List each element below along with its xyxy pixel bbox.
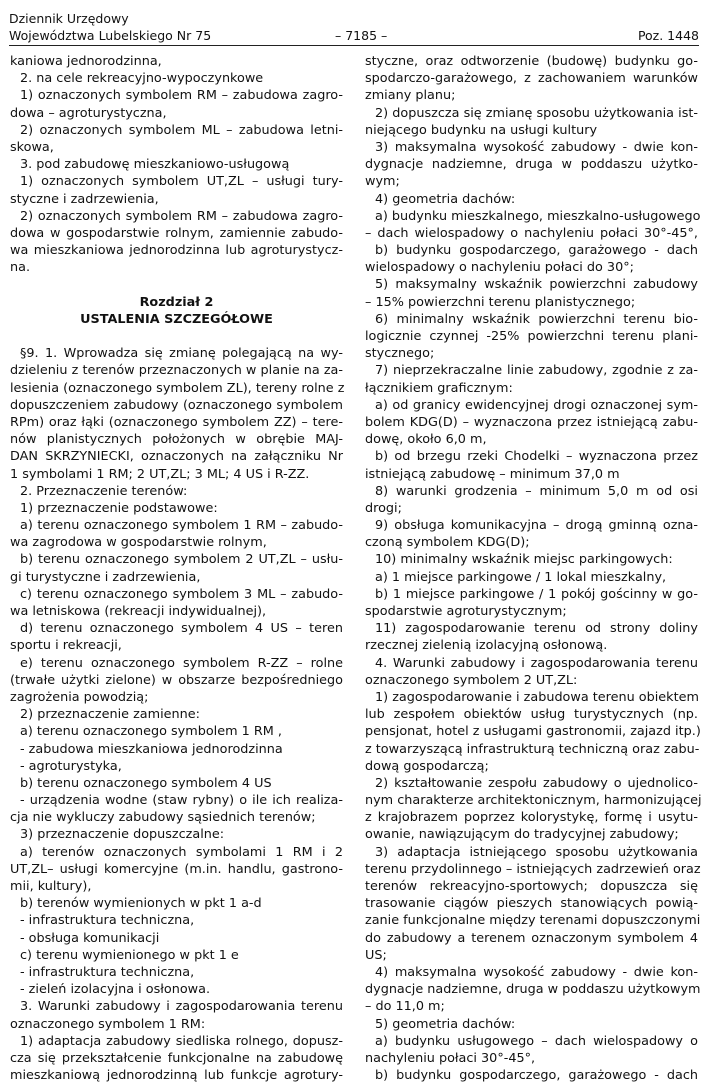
- text-line: - obsługa komunikacji: [20, 930, 160, 946]
- text-line: 1) przeznaczenie podstawowe:: [20, 500, 218, 516]
- text-line: 4. Warunki zabudowy i zagospodarowania terenu: [375, 655, 698, 671]
- text-line: b) od brzegu rzeki Chodelki – wyznaczona przez: [375, 449, 698, 465]
- text-line: bolem KDG(D) – wyznaczona przez istniejącą zabu-: [365, 414, 698, 430]
- text-line: kaniowa jednorodzinna,: [10, 54, 162, 69]
- text-line: terenów rekreacyjno-sportowych; dopuszcza się: [365, 879, 698, 894]
- text-line: 1) zagospodarowanie i zabudowa terenu obiektem: [375, 689, 699, 705]
- text-line: 1 symbolami 1 RM; 2 UT,ZL; 3 ML; 4 US i R-ZZ.: [10, 466, 310, 482]
- text-line: oznaczonego symbolem 2 UT,ZL:: [365, 672, 578, 688]
- text-line: a) terenów oznaczonych symbolami 1 RM i 2: [20, 844, 343, 860]
- text-line: lesienia (oznaczonego symbolem ZL), tereny rolne z: [10, 380, 345, 396]
- text-line: spodarstwie agroturystycznym;: [365, 604, 567, 619]
- text-line: 4) geometria dachów:: [375, 191, 516, 207]
- text-line: łącznikiem graficznym:: [365, 380, 513, 396]
- text-line: istniejącą zabudowę – minimum 37,0 m: [365, 466, 620, 482]
- text-line: styczne, oraz odtworzenie (budowę) budynku go-: [365, 54, 698, 69]
- text-line: na.: [10, 260, 31, 276]
- text-line: wa zagrodowa w gospodarstwie rolnym,: [10, 535, 267, 551]
- text-line: owanie, nawiązującym do tradycyjnej zabudowy;: [365, 827, 679, 843]
- text-line: b) terenu oznaczonego symbolem 2 UT,ZL – usłu-: [20, 552, 343, 568]
- text-line: a) budynku mieszkalnego, mieszkalno-usługowego: [375, 208, 701, 224]
- text-line: dopuszczeniem zabudowy (oznaczonego symbolem: [10, 397, 343, 413]
- text-line: c) terenu wymienionego w pkt 1 e: [20, 947, 239, 963]
- text-line: - zabudowa mieszkaniowa jednorodzinna: [20, 741, 283, 757]
- text-line: (trwałe użytki zielone) w obszarze bezpośredniego: [10, 672, 343, 688]
- text-line: 11) zagospodarowanie terenu od strony doliny: [375, 621, 698, 637]
- text-line: RPm) oraz łąki (oznaczonego symbolem ZZ) – tere-: [10, 414, 343, 430]
- text-line: zanie funkcjonalne między terenami dopuszczonymi: [365, 913, 701, 929]
- text-line: nów planistycznych położonych w obrębie MAJ-: [10, 432, 343, 448]
- text-line: cja nie wykluczy zabudowy sąsiednich terenów;: [10, 810, 316, 826]
- text-line: 5) maksymalny wskaźnik powierzchni zabudowy: [375, 277, 698, 293]
- text-line: rzecznej zielenią izolacyjną osłonową.: [365, 638, 608, 654]
- text-line: cza się przekształcenie funkcjonalne na zabudowę: [10, 1050, 343, 1066]
- left-text-column: [10, 53, 343, 1084]
- page-number: – 7185 –: [335, 28, 388, 43]
- text-line: dygnacje nadziemne, druga w poddaszu użytkowym: [365, 982, 701, 998]
- text-line: skowa,: [10, 139, 54, 155]
- text-line: 3) przeznaczenie dopuszczalne:: [20, 827, 225, 843]
- text-line: wym;: [365, 174, 400, 190]
- page-header: [9, 7, 699, 43]
- text-line: dzieleniu z terenów przeznaczonych w planie na za-: [10, 363, 343, 379]
- text-line: nym charakterze architektonicznym, harmonizującej: [365, 793, 702, 809]
- text-line: 1) oznaczonych symbolem UT,ZL – usługi tury-: [20, 174, 343, 190]
- text-line: a) terenu oznaczonego symbolem 1 RM – zabudo-: [20, 518, 343, 534]
- text-line: – dach wielospadowy o nachyleniu połaci 30°-45°,: [365, 225, 698, 241]
- text-line: US;: [365, 947, 387, 963]
- text-line: b) 1 miejsce parkingowe / 1 pokój gościnny w go-: [375, 586, 698, 602]
- text-line: gi turystyczne i zadrzewienia,: [10, 569, 201, 585]
- text-line: czoną symbolem KDG(D);: [365, 535, 530, 551]
- text-line: wa letniskowa (rekreacji indywidualnej),: [10, 604, 267, 619]
- text-line: 1) oznaczonych symbolem RM – zabudowa zagro-: [20, 88, 343, 104]
- text-line: z krajobrazem poprzez kolorystykę, formę i usytu-: [365, 810, 698, 826]
- chapter-heading: USTALENIA SZCZEGÓŁOWE: [80, 311, 273, 327]
- text-line: dową gospodarczą;: [365, 758, 489, 774]
- text-line: 1) adaptacja zabudowy siedliska rolnego, dopusz-: [20, 1033, 343, 1049]
- text-line: 9) obsługa komunikacyjna – drogą gminną ozna-: [375, 518, 698, 534]
- text-line: terenu przydolinnego – istniejących zadrzewień oraz: [365, 861, 701, 877]
- text-line: drogi;: [365, 500, 402, 516]
- text-line: spodarczo-garażowego, z zachowaniem warunków: [365, 71, 698, 87]
- text-line: c) terenu oznaczonego symbolem 3 ML – zabudo-: [20, 586, 343, 602]
- text-line: - zieleń izolacyjna i osłonowa.: [20, 982, 211, 998]
- right-text-column: [365, 53, 702, 1084]
- text-line: sportu i rekreacji,: [10, 638, 122, 654]
- text-line: 2. na cele rekreacyjno-wypoczynkowe: [20, 71, 264, 87]
- text-line: - agroturystyka,: [20, 758, 122, 774]
- text-line: dowę, około 6,0 m,: [365, 432, 487, 448]
- text-line: pensjonat, hotel z usługami gastronomii, zajazd itp.): [365, 724, 701, 740]
- text-line: a) 1 miejsce parkingowe / 1 lokal mieszkalny,: [375, 569, 667, 585]
- text-line: wielospadowy o nachyleniu połaci do 30°;: [365, 260, 634, 276]
- text-line: mii, kultury),: [10, 879, 92, 894]
- header-divider: [9, 45, 699, 46]
- text-line: a) budynku usługowego – dach wielospadowy o: [375, 1033, 698, 1049]
- text-line: trasowanie ciągów pieszych stanowiących powią-: [365, 896, 698, 912]
- text-line: b) budynku gospodarczego, garażowego - dach: [375, 243, 698, 259]
- text-line: do zabudowy a terenem oznaczonym symbolem 4: [365, 930, 698, 946]
- text-line: 2) kształtowanie zespołu zabudowy o ujednolico-: [375, 775, 698, 791]
- text-line: dowa w gospodarstwie rolnym, zamiennie zabudo-: [10, 225, 343, 241]
- text-line: b) budynku gospodarczego, garażowego - dach: [375, 1068, 698, 1084]
- text-line: dowa – agroturystyczna,: [10, 105, 167, 121]
- text-line: zmiany planu;: [365, 88, 456, 104]
- text-line: zagrożenia powodzią;: [10, 689, 149, 705]
- text-line: styczne i zadrzewienia,: [10, 191, 159, 207]
- text-line: - urządzenia wodne (staw rybny) o ile ich realiza-: [20, 793, 343, 809]
- text-line: - infrastruktura techniczna,: [20, 964, 195, 980]
- text-line: 2) oznaczonych symbolem RM – zabudowa zagro-: [20, 208, 343, 224]
- text-line: 7) nieprzekraczalne linie zabudowy, zgodnie z za-: [375, 363, 698, 379]
- blank-line: [10, 276, 343, 293]
- text-line: 3. Warunki zabudowy i zagospodarowania terenu: [20, 999, 343, 1015]
- journal-title: Dziennik Urzędowy: [9, 11, 129, 26]
- text-line: logicznie czynnej -25% powierzchni terenu plani-: [365, 329, 698, 344]
- text-line: nachyleniu połaci 30°-45°,: [365, 1050, 536, 1066]
- chapter-heading: Rozdział 2: [139, 294, 214, 310]
- text-line: niejącego budynku na usługi kultury: [365, 122, 598, 138]
- text-line: wa mieszkaniowa jednorodzinna lub agroturystycz-: [10, 243, 343, 259]
- text-line: z towarzyszącą infrastrukturą techniczną oraz zabu-: [365, 741, 700, 757]
- text-line: b) terenu oznaczonego symbolem 4 US: [20, 775, 272, 791]
- text-line: 2) przeznaczenie zamienne:: [20, 707, 200, 723]
- journal-subtitle: Województwa Lubelskiego Nr 75: [9, 28, 212, 43]
- text-line: 4) maksymalna wysokość zabudowy - dwie kon-: [375, 964, 698, 980]
- text-line: 3. pod zabudowę mieszkaniowo-usługową: [20, 157, 290, 173]
- text-line: DAN SKRZYNIECKI, oznaczonych na załączniku Nr: [10, 449, 343, 465]
- text-line: 10) minimalny wskaźnik miejsc parkingowych:: [375, 552, 673, 568]
- text-line: d) terenu oznaczonego symbolem 4 US – teren: [20, 621, 343, 637]
- text-line: b) terenów wymienionych w pkt 1 a-d: [20, 896, 262, 912]
- text-line: 6) minimalny wskaźnik powierzchni terenu bio-: [375, 311, 698, 327]
- text-line: – do 11,0 m;: [365, 999, 445, 1015]
- text-line: 8) warunki grodzenia – minimum 5,0 m od osi: [375, 483, 698, 499]
- text-line: 5) geometria dachów:: [375, 1016, 516, 1032]
- blank-line: [10, 328, 343, 345]
- text-line: §9. 1. Wprowadza się zmianę polegającą na wy-: [20, 346, 343, 362]
- text-line: oznaczonego symbolem 1 RM:: [10, 1016, 206, 1032]
- text-line: – 15% powierzchni terenu planistycznego;: [365, 294, 636, 310]
- text-line: 2) oznaczonych symbolem ML – zabudowa letni-: [20, 122, 343, 138]
- text-line: stycznego;: [365, 346, 435, 362]
- text-line: - infrastruktura techniczna,: [20, 913, 195, 929]
- text-line: a) od granicy ewidencyjnej drogi oznaczonej sym-: [375, 397, 698, 413]
- text-line: e) terenu oznaczonego symbolem R-ZZ – rolne: [20, 655, 343, 671]
- text-line: dygnacje nadziemne, druga w poddaszu użytko-: [365, 157, 698, 173]
- text-line: 3) maksymalna wysokość zabudowy - dwie kon-: [375, 139, 698, 155]
- text-line: 3) adaptacja istniejącego sposobu użytkowania: [375, 844, 698, 860]
- text-line: lub zespołem obiektów usług turystycznych (np.: [365, 707, 698, 723]
- text-line: UT,ZL– usługi komercyjne (m.in. handlu, gastrono-: [10, 861, 343, 877]
- text-line: mieszkaniową jednorodzinną lub funkcje agrotury-: [10, 1068, 343, 1084]
- text-line: a) terenu oznaczonego symbolem 1 RM ,: [20, 724, 282, 740]
- text-line: 2) dopuszcza się zmianę sposobu użytkowania ist-: [375, 105, 698, 121]
- text-line: 2. Przeznaczenie terenów:: [20, 483, 188, 499]
- position-number: Poz. 1448: [637, 28, 699, 43]
